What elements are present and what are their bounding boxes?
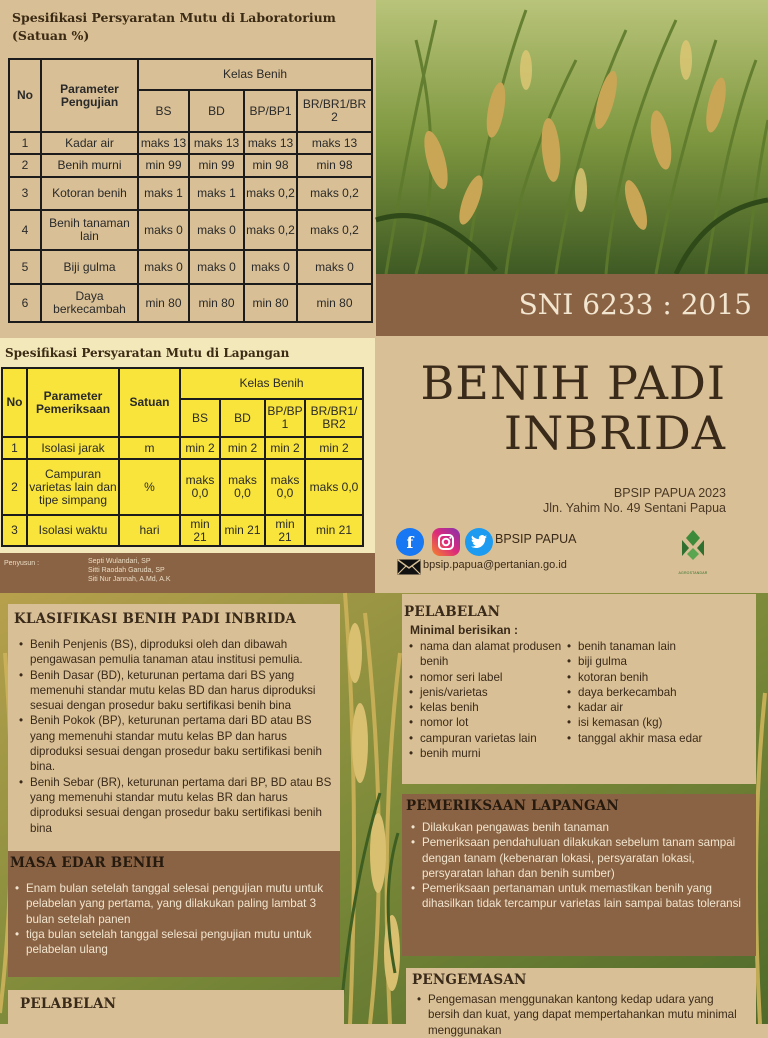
- list-item: • benih tanaman lain: [562, 639, 742, 654]
- table-row: [2, 437, 363, 459]
- header-class: BD: [189, 90, 244, 132]
- cell: maks 0,2: [244, 177, 297, 210]
- row-param: Biji gulma: [41, 250, 138, 284]
- org-address: Jln. Yahim No. 49 Sentani Papua: [543, 501, 726, 515]
- row-no: 3: [2, 515, 27, 546]
- pelabelan-bottom-title: PELABELAN: [20, 996, 117, 1012]
- cell: min 21: [220, 515, 265, 546]
- cell: maks 0: [138, 210, 189, 250]
- pemeriksaan-card: [402, 794, 756, 956]
- row-no: 1: [9, 132, 41, 154]
- credits-names: Septi Wulandari, SP Sitti Raodah Garuda, SP Siti Nur Jannah, A.Md, A.K: [88, 558, 171, 583]
- list-item: • kelas benih: [404, 700, 562, 715]
- row-satuan: %: [119, 459, 180, 515]
- list-item: • Benih Penjenis (BS), diproduksi oleh dan dibawah pengawasan pemulia tanaman atau institusi pemulia.: [14, 637, 334, 668]
- table-row: [9, 177, 372, 210]
- cell: min 80: [138, 284, 189, 322]
- list-item: • biji gulma: [562, 654, 742, 669]
- list-item: • benih murni: [404, 746, 562, 761]
- masa-edar-list: [10, 881, 334, 957]
- pengemasan-card: [406, 968, 756, 1037]
- header-satuan: Satuan: [119, 368, 180, 437]
- cell: min 99: [138, 154, 189, 177]
- row-satuan: hari: [119, 515, 180, 546]
- cell: maks 0,2: [297, 210, 372, 250]
- list-item: • tiga bulan setelah tanggal selesai pengujian mutu untuk pelabelan ulang: [10, 927, 334, 958]
- cell: min 2: [305, 437, 363, 459]
- cell: maks 0,2: [297, 177, 372, 210]
- cell: maks 0,0: [265, 459, 305, 515]
- cell: min 2: [180, 437, 220, 459]
- cell: min 21: [265, 515, 305, 546]
- row-param: Isolasi jarak: [27, 437, 119, 459]
- pelabelan-card-bottom: [8, 990, 344, 1030]
- cell: min 21: [180, 515, 220, 546]
- mail-icon: [397, 559, 421, 580]
- header-class: BP/BP1: [244, 90, 297, 132]
- cell: min 99: [189, 154, 244, 177]
- table-row: [2, 515, 363, 546]
- instagram-glyph: [437, 533, 455, 551]
- row-param: Kadar air: [41, 132, 138, 154]
- header-parameter: Parameter Pengujian: [41, 59, 138, 132]
- cell: maks 1: [189, 177, 244, 210]
- facebook-icon[interactable]: f: [396, 528, 424, 556]
- list-item: • nomor seri label: [404, 670, 562, 685]
- field-spec-title: Spesifikasi Persyaratan Mutu di Lapangan: [5, 346, 290, 360]
- header-no: No: [9, 59, 41, 132]
- cell: maks 0,0: [305, 459, 363, 515]
- table-row: [9, 284, 372, 322]
- email-address[interactable]: bpsip.papua@pertanian.go.id: [423, 559, 567, 571]
- list-item: • Benih Dasar (BD), keturunan pertama dari BS yang memenuhi standar mutu kelas BD dan harus diproduksi sesuai dengan prosedur baku sertifikasi benih bina: [14, 668, 334, 714]
- table-row: [9, 250, 372, 284]
- sni-banner: SNI 6233 : 2015: [376, 274, 768, 336]
- pemeriksaan-title: PEMERIKSAAN LAPANGAN: [406, 798, 619, 814]
- instagram-icon[interactable]: [432, 528, 460, 556]
- header-kelas-benih: Kelas Benih: [180, 368, 363, 399]
- cell: maks 0: [189, 210, 244, 250]
- list-item: • campuran varietas lain: [404, 731, 562, 746]
- list-item: • tanggal akhir masa edar: [562, 731, 742, 746]
- table-row: [2, 459, 363, 515]
- cell: maks 13: [189, 132, 244, 154]
- row-param: Daya berkecambah: [41, 284, 138, 322]
- header-no: No: [2, 368, 27, 437]
- logo-text: AGROSTANDAR: [678, 571, 708, 575]
- pelabelan-card: [402, 594, 756, 784]
- pelabelan-list-right: [562, 639, 742, 761]
- org-info: [430, 486, 726, 516]
- cell: maks 13: [297, 132, 372, 154]
- social-handle[interactable]: BPSIP PAPUA: [495, 532, 577, 546]
- cell: min 98: [244, 154, 297, 177]
- pengemasan-list: [412, 992, 748, 1038]
- cell: min 2: [265, 437, 305, 459]
- row-param: Isolasi waktu: [27, 515, 119, 546]
- row-no: 2: [2, 459, 27, 515]
- list-item: • nama dan alamat produsen benih: [404, 639, 562, 670]
- page-title: BENIH PADI INBRIDA: [420, 356, 726, 460]
- cell: maks 0: [189, 250, 244, 284]
- table-row: [9, 154, 372, 177]
- cell: maks 0,2: [244, 210, 297, 250]
- twitter-glyph: [471, 535, 487, 549]
- header-class: BS: [138, 90, 189, 132]
- row-no: 3: [9, 177, 41, 210]
- cell: maks 0: [297, 250, 372, 284]
- header-class: BR/BR1/BR 2: [297, 90, 372, 132]
- masa-edar-title: MASA EDAR BENIH: [10, 855, 165, 871]
- cell: min 98: [297, 154, 372, 177]
- row-no: 4: [9, 210, 41, 250]
- agrostandar-logo: [676, 528, 710, 575]
- credits-strip: [0, 553, 375, 593]
- cell: maks 0,0: [180, 459, 220, 515]
- pelabelan-list-left: [404, 639, 562, 761]
- list-item: • Enam bulan setelah tanggal selesai pengujian mutu untuk pelabelan yang pertama, yang dilakukan paling lambat 3 bulan setelah panen: [10, 881, 334, 927]
- masa-edar-card: [8, 851, 340, 977]
- cell: min 80: [189, 284, 244, 322]
- mail-glyph: [397, 559, 421, 575]
- list-item: • Benih Pokok (BP), keturunan pertama dari BD atau BS yang memenuhi standar mutu kelas BP dan harus diproduksi sesuai dengan prosedur baku sertifikasi benih bina.: [14, 713, 334, 774]
- list-item: • nomor lot: [404, 715, 562, 730]
- row-satuan: m: [119, 437, 180, 459]
- logo-icon: [676, 528, 710, 566]
- pemeriksaan-list: [406, 820, 748, 912]
- twitter-icon[interactable]: [465, 528, 493, 556]
- list-item: • jenis/varietas: [404, 685, 562, 700]
- field-spec-table: [1, 367, 364, 547]
- list-item: • Dilakukan pengawas benih tanaman: [406, 820, 748, 835]
- org-name: BPSIP PAPUA 2023: [613, 486, 726, 500]
- list-item: • Pemeriksaan pendahuluan dilakukan sebelum tanam sampai dengan tanam (kebenaran lokasi, persyaratan lokasi, persyaratan lahan dan benih sumber): [406, 835, 748, 881]
- pelabelan-title: PELABELAN: [404, 604, 501, 620]
- row-param: Benih murni: [41, 154, 138, 177]
- row-no: 6: [9, 284, 41, 322]
- cell: maks 1: [138, 177, 189, 210]
- cell: min 2: [220, 437, 265, 459]
- lab-spec-title: Spesifikasi Persyaratan Mutu di Laboratorium (Satuan %): [12, 10, 336, 43]
- header-parameter: Parameter Pemeriksaan: [27, 368, 119, 437]
- header-class: BS: [180, 399, 220, 437]
- row-param: Campuran varietas lain dan tipe simpang: [27, 459, 119, 515]
- klasifikasi-list: [14, 637, 334, 836]
- header-class: BD: [220, 399, 265, 437]
- table-row: [9, 210, 372, 250]
- header-kelas-benih: Kelas Benih: [138, 59, 372, 90]
- lab-spec-table: [8, 58, 373, 323]
- list-item: • Pengemasan menggunakan kantong kedap udara yang bersih dan kuat, yang dapat mempertahankan mutu minimal menggunakan: [412, 992, 748, 1038]
- pengemasan-title: PENGEMASAN: [412, 972, 527, 988]
- credits-label: Penyusun :: [4, 560, 40, 567]
- table-row: [9, 132, 372, 154]
- list-item: • daya berkecambah: [562, 685, 742, 700]
- klasifikasi-card: [8, 604, 340, 851]
- cell: maks 13: [244, 132, 297, 154]
- cell: maks 0: [244, 250, 297, 284]
- list-item: • kadar air: [562, 700, 742, 715]
- rice-field-photo: [376, 0, 768, 274]
- header-class: BR/BR1/ BR2: [305, 399, 363, 437]
- list-item: • Pemeriksaan pertanaman untuk memastikan benih yang dihasilkan tidak tercampur varietas lain sampai batas toleransi: [406, 881, 748, 912]
- row-param: Benih tanaman lain: [41, 210, 138, 250]
- cell: min 80: [244, 284, 297, 322]
- rice-photo-illustration: [376, 0, 768, 274]
- list-item: • isi kemasan (kg): [562, 715, 742, 730]
- pelabelan-columns: [404, 639, 750, 761]
- row-no: 1: [2, 437, 27, 459]
- header-class: BP/BP 1: [265, 399, 305, 437]
- cell: maks 0,0: [220, 459, 265, 515]
- cell: min 80: [297, 284, 372, 322]
- cell: min 21: [305, 515, 363, 546]
- cell: maks 0: [138, 250, 189, 284]
- list-item: • Benih Sebar (BR), keturunan pertama dari BP, BD atau BS yang memenuhi standar mutu kelas BR dan harus diproduksi sesuai dengan prosedur baku sertifikasi benih bina: [14, 775, 334, 836]
- pelabelan-subtitle: Minimal berisikan :: [410, 623, 519, 637]
- row-no: 5: [9, 250, 41, 284]
- list-item: • kotoran benih: [562, 670, 742, 685]
- row-no: 2: [9, 154, 41, 177]
- cell: maks 13: [138, 132, 189, 154]
- row-param: Kotoran benih: [41, 177, 138, 210]
- klasifikasi-title: KLASIFIKASI BENIH PADI INBRIDA: [14, 611, 297, 627]
